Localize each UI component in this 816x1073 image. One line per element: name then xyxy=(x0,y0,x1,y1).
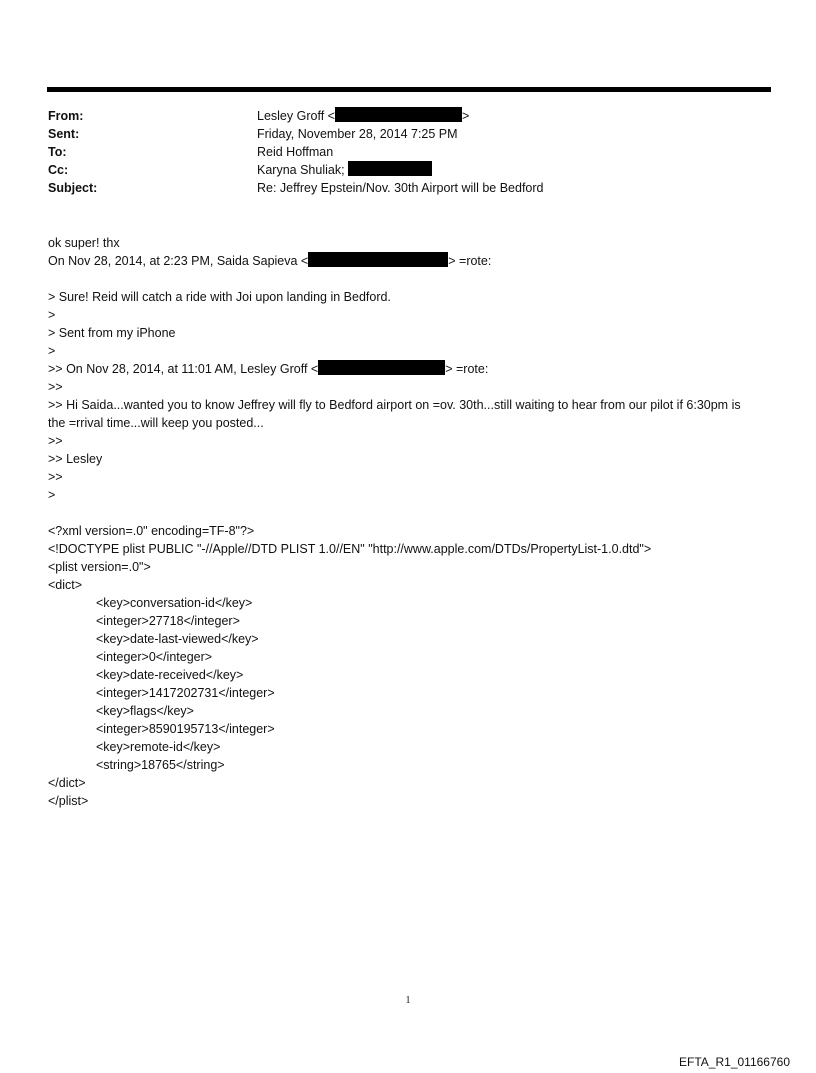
from-name: Lesley Groff < xyxy=(257,109,335,123)
plist-line: <!DOCTYPE plist PUBLIC "-//Apple//DTD PLIST 1.0//EN" "http://www.apple.com/DTDs/PropertyList-1.0.dtd"> xyxy=(48,542,652,556)
body-line: > xyxy=(48,344,56,358)
plist-line: </dict> xyxy=(48,776,86,790)
body-paragraph: >> Hi Saida...wanted you to know Jeffrey will fly to Bedford airport on =ov. 30th...still waiting to hear from our pilot if 6:30pm is the =rrival time...will keep you posted... xyxy=(48,398,741,430)
plist-line: </plist> xyxy=(48,794,89,808)
body-line: > xyxy=(48,308,56,322)
page-number: 1 xyxy=(405,995,411,1006)
body-line: ok super! thx xyxy=(48,236,120,250)
to-row xyxy=(48,143,768,161)
header-rule xyxy=(47,87,771,92)
plist-entry: <key>conversation-id</key> xyxy=(96,596,253,610)
from-label: From: xyxy=(48,109,84,123)
body-line: >> xyxy=(48,434,63,448)
from-close: > xyxy=(461,109,470,123)
plist-entry: <key>date-last-viewed</key> xyxy=(96,632,259,646)
to-value: Reid Hoffman xyxy=(257,145,334,159)
from-value xyxy=(257,107,469,125)
attribution-text: >> On Nov 28, 2014, at 11:01 AM, Lesley Groff < xyxy=(48,362,319,376)
email-header xyxy=(48,107,768,197)
body-line: >> xyxy=(48,470,63,484)
body-line: > xyxy=(48,488,56,502)
plist-entry: <integer>0</integer> xyxy=(96,650,213,664)
quote-attribution xyxy=(48,252,778,270)
sent-row xyxy=(48,125,768,143)
subject-value: Re: Jeffrey Epstein/Nov. 30th Airport will be Bedford xyxy=(257,181,544,195)
plist-entry: <string>18765</string> xyxy=(96,758,225,772)
attribution-text: On Nov 28, 2014, at 2:23 PM, Saida Sapieva < xyxy=(48,254,309,268)
plist-line: <dict> xyxy=(48,578,83,592)
quote-attribution xyxy=(48,360,778,378)
cc-row xyxy=(48,161,768,179)
plist-entry: <integer>27718</integer> xyxy=(96,614,240,628)
plist-entry: <integer>8590195713</integer> xyxy=(96,722,275,736)
plist-entry: <key>remote-id</key> xyxy=(96,740,221,754)
attribution-suffix: > =rote: xyxy=(445,362,489,376)
body-line: >> Lesley xyxy=(48,452,103,466)
spacer xyxy=(48,270,778,288)
plist-entry: <key>flags</key> xyxy=(96,704,194,718)
to-label: To: xyxy=(48,145,67,159)
cc-value xyxy=(257,161,432,179)
cc-label: Cc: xyxy=(48,163,69,177)
subject-row xyxy=(48,179,768,197)
plist-line: <plist version=.0"> xyxy=(48,560,151,574)
sent-value: Friday, November 28, 2014 7:25 PM xyxy=(257,127,458,141)
sent-label: Sent: xyxy=(48,127,80,141)
plist-entry: <integer>1417202731</integer> xyxy=(96,686,275,700)
redaction-bar xyxy=(308,252,448,267)
body-line: > Sent from my iPhone xyxy=(48,326,176,340)
from-row xyxy=(48,107,768,125)
attribution-suffix: > =rote: xyxy=(448,254,492,268)
email-body xyxy=(48,234,778,810)
plist-entry: <key>date-received</key> xyxy=(96,668,244,682)
document-id: EFTA_R1_01166760 xyxy=(679,1055,790,1069)
subject-label: Subject: xyxy=(48,181,98,195)
cc-name: Karyna Shuliak; xyxy=(257,163,345,177)
spacer xyxy=(48,504,778,522)
plist-line: <?xml version=.0" encoding=TF-8"?> xyxy=(48,524,255,538)
body-line: >> xyxy=(48,380,63,394)
redaction-bar xyxy=(318,360,445,375)
redaction-bar xyxy=(335,107,462,122)
body-line: > Sure! Reid will catch a ride with Joi upon landing in Bedford. xyxy=(48,290,391,304)
redaction-bar xyxy=(348,161,432,176)
